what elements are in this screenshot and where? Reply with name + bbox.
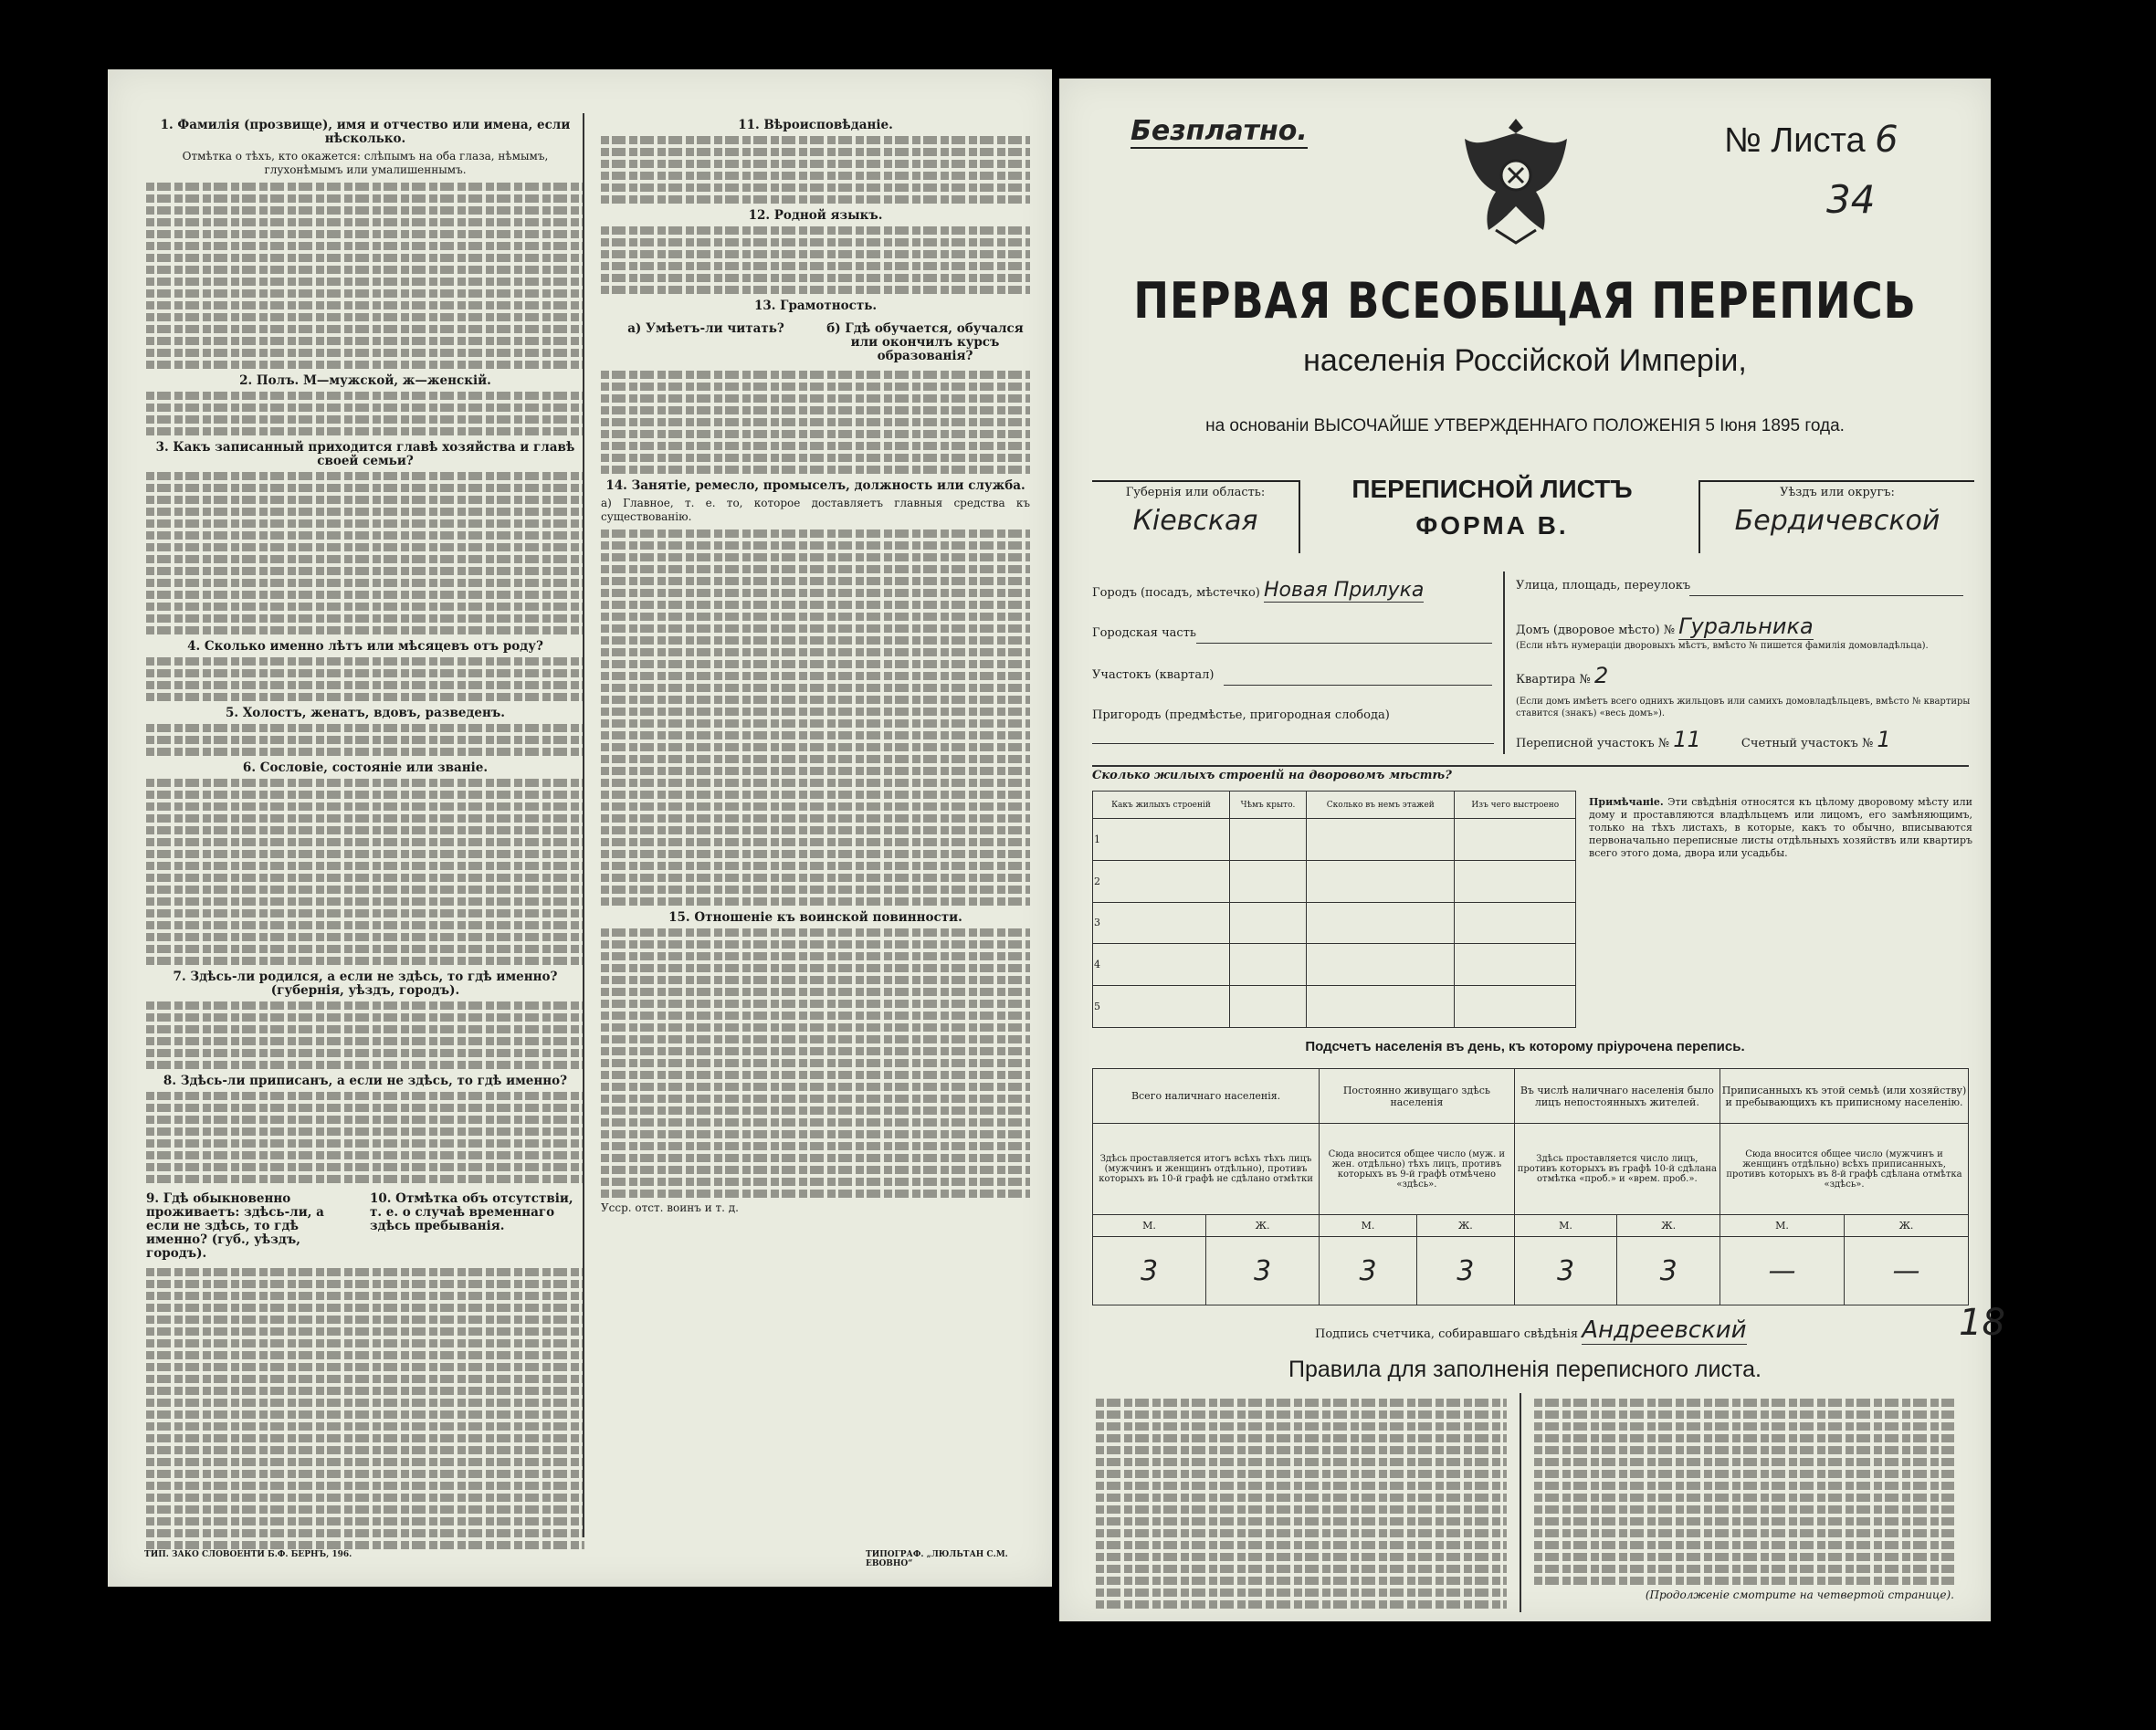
heading-14a: а) Главное, т. е. то, которое доставляетъ главныя средства къ существованію. [601, 497, 1030, 523]
town-field: Городъ (посадъ, мѣстечко) Новая Прилука [1092, 579, 1425, 602]
tally-value: 3 [1617, 1237, 1720, 1305]
column-divider-left [583, 113, 584, 1537]
heading-8: 8. Здѣсь-ли приписанъ, а если не здѣсь, то гдѣ именно? [163, 1074, 568, 1088]
count-value: 1 [1877, 727, 1891, 752]
district-box: Уѣздъ или округъ: Бердичевской [1699, 480, 1974, 553]
tally-value: 3 [1320, 1237, 1417, 1305]
heading-1: 1. Фамилія (прозвище), имя и отчество или имена, если нѣсколько. [160, 118, 571, 146]
hand-number-top: 34 [1826, 177, 1876, 222]
signature-field: Подпись счетчика, собиравшаго свѣдѣнія Андреевский [1315, 1316, 1747, 1344]
heading-15: 15. Отношеніе къ воинской повинности. [668, 910, 962, 925]
heading-3: 3. Какъ записанный приходится главѣ хозяйства и главѣ своей семьи? [155, 440, 575, 468]
tally-value: — [1720, 1237, 1845, 1305]
heading-2: 2. Полъ. М—мужской, ж—женскій. [239, 373, 491, 388]
heading-1-note: Отмѣтка о тѣхъ, кто окажется: слѣпымъ на оба глаза, нѣмымъ, глухонѣмымъ или умалишеннымъ. [182, 150, 549, 176]
heading-13a: а) Умѣетъ-ли читать? [627, 321, 784, 336]
house-note: (Если нѣтъ нумераціи дворовыхъ мѣстъ, вмѣсто № пишется фамилія домовладѣльца). [1516, 641, 1929, 651]
footer-left: ТИП. ЗАКО СЛОВОЕНТИ Б.Ф. БЕРНЪ, 196. [144, 1550, 352, 1559]
tally-value: — [1844, 1237, 1968, 1305]
page-subtitle: населенія Россійской Имперіи, [1303, 343, 1747, 378]
heading-10: 10. Отмѣтка объ отсутствіи, т. е. о случаѣ временнаго здѣсь пребыванія. [370, 1191, 573, 1233]
town-value: Новая Прилука [1264, 579, 1425, 602]
heading-7: 7. Здѣсь-ли родился, а если не здѣсь, то гдѣ именно? (губернія, уѣздъ, городъ). [173, 970, 558, 998]
heading-11: 11. Вѣроисповѣданіе. [738, 118, 893, 132]
heading-4: 4. Сколько именно лѣтъ или мѣсяцевъ отъ роду? [187, 639, 543, 654]
tally-title: Подсчетъ населенія въ день, къ которому пріурочена перепись. [1305, 1039, 1745, 1054]
flat-value: 2 [1593, 663, 1609, 688]
house-field: Домъ (дворовое мѣсто) № Гуральника [1516, 613, 1814, 639]
sheet-type: ПЕРЕПИСНОЙ ЛИСТЪ ФОРМА В. [1351, 475, 1633, 540]
sheet-number-label: № Листа 6 [1724, 119, 1898, 161]
census-field: Переписной участокъ № 11 Счетный участокъ № 1 [1516, 727, 1891, 752]
rules-title: Правила для заполненія переписного листа. [1288, 1357, 1762, 1382]
heading-14: 14. Занятіе, ремесло, промыселъ, должность или служба. [605, 478, 1025, 493]
section-field: Участокъ (квартал) [1092, 668, 1215, 682]
tally-value: 3 [1206, 1237, 1320, 1305]
suburb-field: Пригородъ (предмѣстье, пригородная слобода) [1092, 708, 1390, 722]
flat-field: Квартира № 2 [1516, 663, 1609, 688]
tally-table: Всего наличнаго населенія. Постоянно живущаго здѣсь населенія Въ числѣ наличнаго населенія было лицъ непостоянныхъ жителей. Приписанныхъ къ этой семьѣ (или хозяйству) и пребывающихъ къ приписному населенію. Здѣсь проставляется итогъ всѣхъ тѣхъ лицъ (мужчинъ и женщинъ отдѣльно), противъ которыхъ въ 10-й графѣ не сдѣлано отмѣтки Сюда вносится общее число (муж. и жен. отдѣльно) тѣхъ лицъ, противъ которыхъ въ 9-й графѣ отмѣчено «здѣсь». Здѣсь проставляется число лицъ, противъ которыхъ въ графѣ 10-й сдѣлана отмѣтка «проб.» и «врем. проб.». Сюда вносится общее число (мужчинъ и женщинъ отдѣльно) всѣхъ приписанныхъ, противъ которыхъ въ 8-й графѣ сдѣлана отмѣтка «здѣсь». М. Ж. М. Ж. М. Ж. М. Ж. 3 3 3 3 3 3 — — [1092, 1068, 1969, 1305]
sheet-number-value: 6 [1875, 119, 1898, 161]
right-page [1059, 79, 2005, 1621]
heading-6: 6. Сословіе, состояніе или званіе. [242, 760, 489, 775]
house-value: Гуральника [1678, 613, 1814, 639]
rules-divider [1520, 1393, 1521, 1612]
rules-column-2 [1534, 1395, 1954, 1608]
signature-value: Андреевский [1582, 1316, 1747, 1344]
footer-right: ТИПОГРАФ. „ЛЮЛЬТАН С.М. ЕВОВНО“ [866, 1550, 1008, 1568]
address-divider [1503, 571, 1505, 754]
buildings-note: Примѣчаніе. Эти свѣдѣнія относятся къ цѣлому дворовому мѣсту или дому и проставляются владѣльцемъ или лицомъ, его замѣняющимъ, только на тѣхъ листахъ, в которые, какъ то обычно, вписываются первоначально переписные листы отдѣльныхъ хозяйствъ или квартиръ всего этого дома, двора или усадьбы. [1589, 796, 1972, 859]
flat-note: (Если домъ имѣетъ всего однихъ жильцовъ или самихъ домовладѣльцевъ, вмѣсто № квартиры ставится (знакъ) «весь домъ»). [1516, 697, 1971, 718]
rules-column-1 [1096, 1395, 1507, 1612]
page-title: ПЕРВАЯ ВСЕОБЩАЯ ПЕРЕПИСЬ [1133, 272, 1917, 330]
province-box: Губернія или область: Кіевская [1092, 480, 1300, 553]
heading-13: 13. Грамотность. [753, 299, 878, 313]
left-page [108, 69, 1052, 1587]
left-column-1 [146, 113, 584, 1553]
heading-13b: б) Гдѣ обучается, обучался или окончилъ курсъ образованія? [826, 321, 1024, 363]
imperial-eagle-icon [1452, 111, 1580, 248]
tally-value: 3 [1514, 1237, 1617, 1305]
heading-12: 12. Родной языкъ. [748, 208, 883, 223]
margin-hand-number: 18 [1959, 1302, 2005, 1344]
tally-value: 3 [1416, 1237, 1514, 1305]
buildings-question: Сколько жилыхъ строеній на дворовомъ мѣстѣ? [1092, 769, 1452, 782]
buildings-table: Какъ жилыхъ строеній Чѣмъ крыто. Сколько въ немъ этажей Изъ чего выстроено 1 2 3 4 5 [1092, 791, 1576, 1028]
last-line: Усср. отст. воинъ и т. д. [601, 1201, 739, 1214]
street-field: Улица, площадь, переулокъ [1516, 579, 1691, 592]
page-basis: на основаніи ВЫСОЧАЙШЕ УТВЕРЖДЕННАГО ПОЛОЖЕНІЯ 5 Іюня 1895 года. [1205, 416, 1845, 435]
heading-5: 5. Холостъ, женатъ, вдовъ, разведенъ. [226, 706, 505, 720]
free-label: Безплатно. [1131, 115, 1308, 147]
left-column-2 [601, 113, 1030, 1221]
census-value: 11 [1673, 727, 1701, 752]
tally-value: 3 [1093, 1237, 1206, 1305]
heading-9: 9. Гдѣ обыкновенно проживаетъ: здѣсь-ли, а если не здѣсь, то гдѣ именно? (губ., уѣздъ, городъ). [146, 1191, 324, 1261]
district-value: Бердичевской [1734, 505, 1940, 537]
province-value: Кіевская [1132, 505, 1258, 537]
rules-end: (Продолженіе смотрите на четвертой странице). [1645, 1588, 1954, 1601]
city-part-field: Городская часть [1092, 626, 1196, 640]
